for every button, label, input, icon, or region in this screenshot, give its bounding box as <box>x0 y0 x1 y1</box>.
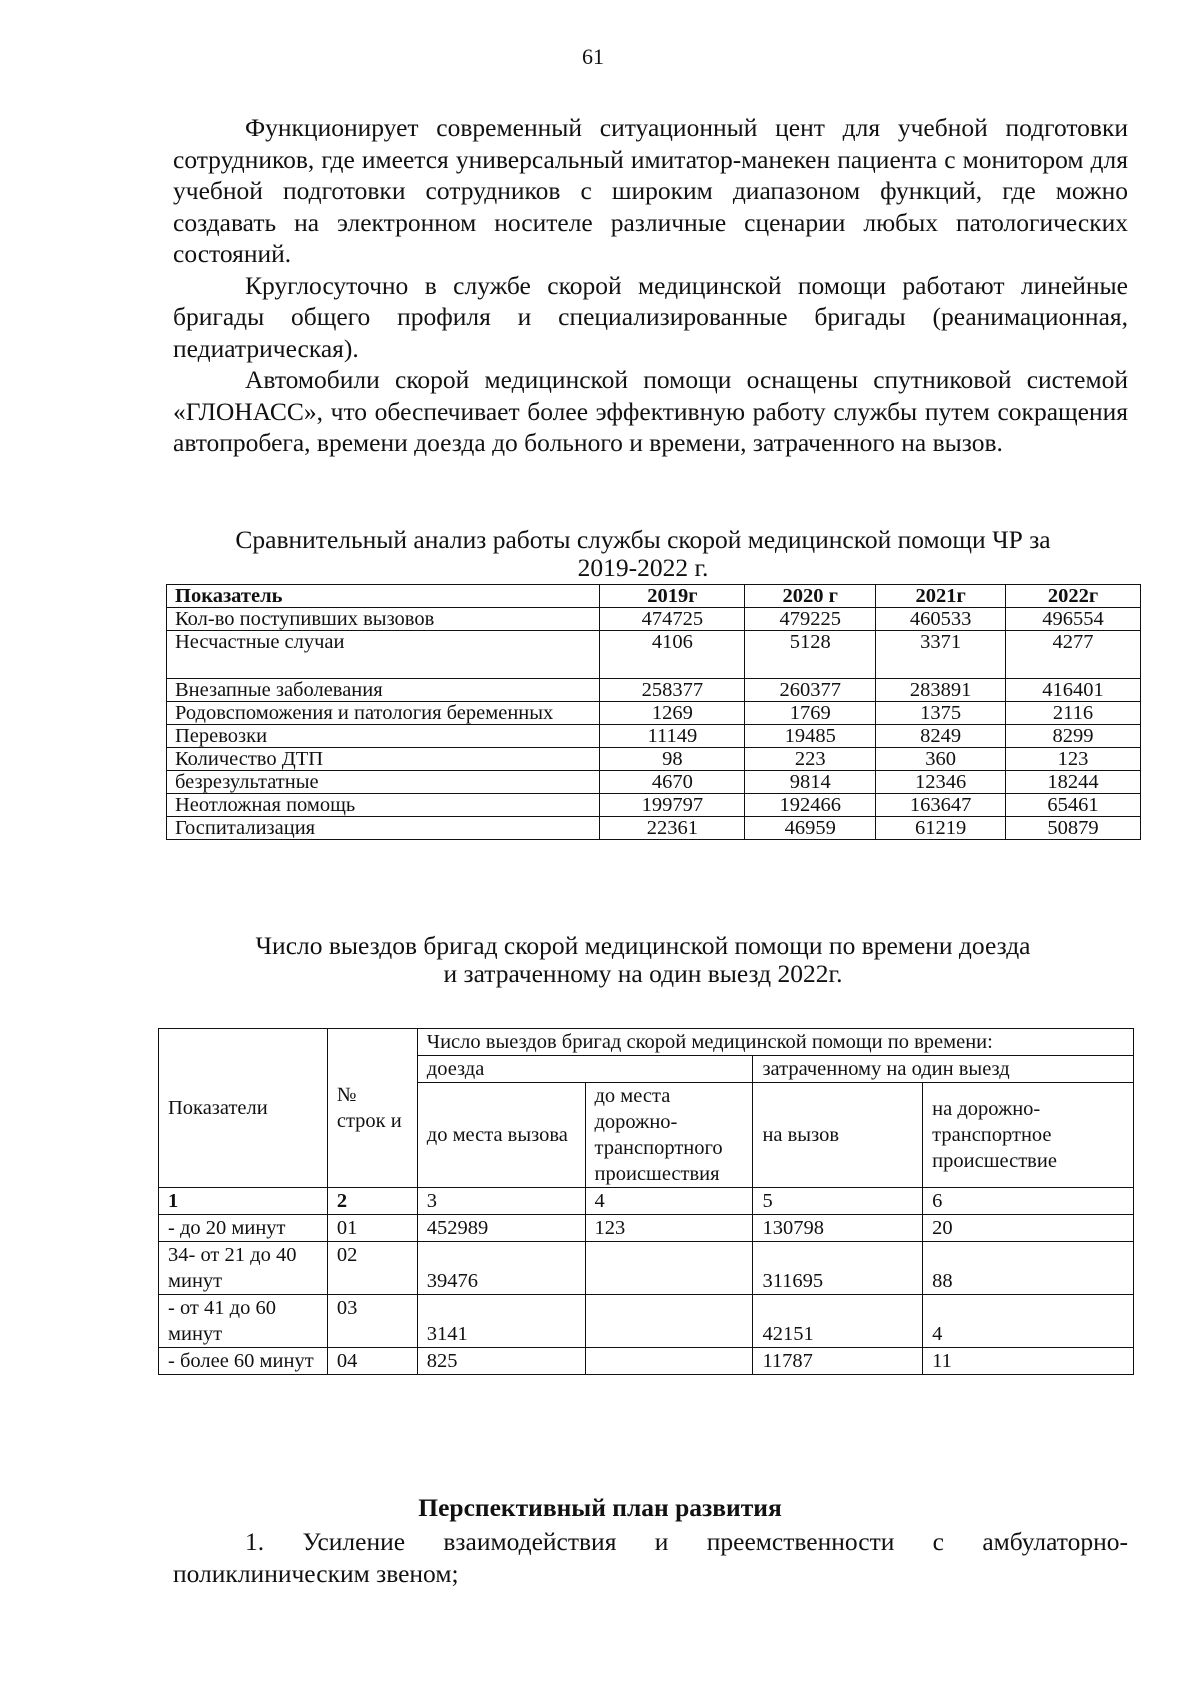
header-spent: затраченному на один выезд <box>753 1056 1134 1083</box>
comparative-analysis-table <box>166 584 1141 840</box>
plan-heading: Перспективный план развития <box>418 1493 782 1522</box>
cell-value: 19485 <box>745 725 876 748</box>
cell-value: 88 <box>923 1242 1134 1295</box>
cell-value: 42151 <box>753 1295 923 1348</box>
row-number: 04 <box>327 1348 417 1375</box>
column-number: 1 <box>159 1188 328 1215</box>
cell-value: 258377 <box>600 679 745 702</box>
plan-list <box>173 1526 1128 1589</box>
table-row <box>167 608 1141 631</box>
column-number: 4 <box>585 1188 753 1215</box>
table1-caption-line2: 2019-2022 г. <box>577 553 709 582</box>
paragraph-brigades: Круглосуточно в службе скорой медицинской помощи работают линейные бригады общего профиля и специализированные бригады (реанимационная, педиатрическая). <box>173 270 1128 363</box>
header-row-main <box>159 1029 1134 1056</box>
table-row <box>159 1242 1134 1295</box>
table-row <box>159 1295 1134 1348</box>
header-row-number: № строк и <box>327 1029 417 1188</box>
cell-value: 11 <box>923 1348 1134 1375</box>
subheader-per-call: на вызов <box>753 1083 923 1188</box>
intro-text <box>173 112 1128 459</box>
header-2021: 2021г <box>876 585 1006 608</box>
cell-value: 8299 <box>1006 725 1141 748</box>
cell-value: 4670 <box>600 771 745 794</box>
cell-value: 11787 <box>753 1348 923 1375</box>
cell-value: 1375 <box>876 702 1006 725</box>
header-2019: 2019г <box>600 585 745 608</box>
cell-value: 5128 <box>745 631 876 679</box>
table2-caption-line2: и затраченному на один выезд 2022г. <box>443 959 843 988</box>
row-number: 02 <box>327 1242 417 1295</box>
cell-value: 479225 <box>745 608 876 631</box>
table-row <box>167 748 1141 771</box>
cell-value: 260377 <box>745 679 876 702</box>
row-label: Госпитализация <box>167 817 600 840</box>
cell-value: 123 <box>585 1215 753 1242</box>
header-2020: 2020 г <box>745 585 876 608</box>
table-row <box>167 679 1141 702</box>
table-row <box>167 702 1141 725</box>
cell-value: 496554 <box>1006 608 1141 631</box>
subheader-per-accident: на дорожно-транспортное происшествие <box>923 1083 1134 1188</box>
cell-value: 223 <box>745 748 876 771</box>
cell-value: 360 <box>876 748 1006 771</box>
row-label: Неотложная помощь <box>167 794 600 817</box>
cell-value: 3371 <box>876 631 1006 679</box>
cell-value: 22361 <box>600 817 745 840</box>
column-number: 6 <box>923 1188 1134 1215</box>
row-number: 01 <box>327 1215 417 1242</box>
cell-value: 1269 <box>600 702 745 725</box>
table-header-row <box>167 585 1141 608</box>
header-main: Число выездов бригад скорой медицинской помощи по времени: <box>417 1029 1133 1056</box>
cell-value: 50879 <box>1006 817 1141 840</box>
subheader-to-accident-site: до места дорожно-транспортного происшествия <box>585 1083 753 1188</box>
table1-caption-line1: Сравнительный анализ работы службы скорой медицинской помощи ЧР за <box>235 525 1051 554</box>
header-arrival: доезда <box>417 1056 753 1083</box>
cell-value: 61219 <box>876 817 1006 840</box>
cell-value: 416401 <box>1006 679 1141 702</box>
cell-value: 20 <box>923 1215 1134 1242</box>
row-label: Внезапные заболевания <box>167 679 600 702</box>
table2-caption <box>150 932 1136 988</box>
table-row <box>167 817 1141 840</box>
cell-value <box>585 1295 753 1348</box>
cell-value: 2116 <box>1006 702 1141 725</box>
paragraph-simulation-center: Функционирует современный ситуационный цент для учебной подготовки сотрудников, где имеется универсальный имитатор-манекен пациента с монитором для учебной подготовки сотрудников с широким диапазоном функций, где можно создавать на электронном носителе различные сценарии любых патологических состояний. <box>173 113 1128 268</box>
row-label: - более 60 минут <box>159 1348 328 1375</box>
column-number-row <box>159 1188 1134 1215</box>
page-number: 61 <box>582 44 604 69</box>
column-number: 2 <box>327 1188 417 1215</box>
cell-value: 460533 <box>876 608 1006 631</box>
cell-value: 18244 <box>1006 771 1141 794</box>
cell-value: 163647 <box>876 794 1006 817</box>
cell-value: 39476 <box>417 1242 585 1295</box>
cell-value: 199797 <box>600 794 745 817</box>
plan-item: 1. Усиление взаимодействия и преемственности с амбулаторно-поликлиническим звеном; <box>173 1527 1128 1588</box>
cell-value: 65461 <box>1006 794 1141 817</box>
table-row <box>167 725 1141 748</box>
cell-value: 130798 <box>753 1215 923 1242</box>
cell-value: 9814 <box>745 771 876 794</box>
paragraph-glonass: Автомобили скорой медицинской помощи оснащены спутниковой системой «ГЛОНАСС», что обеспечивает более эффективную работу службы путем сокращения автопробега, времени доезда до больного и времени, затраченного на вызов. <box>173 365 1128 457</box>
table-row <box>159 1348 1134 1375</box>
response-time-table <box>158 1028 1134 1375</box>
cell-value: 283891 <box>876 679 1006 702</box>
cell-value: 3141 <box>417 1295 585 1348</box>
column-number: 5 <box>753 1188 923 1215</box>
cell-value <box>585 1348 753 1375</box>
row-label: Перевозки <box>167 725 600 748</box>
cell-value: 825 <box>417 1348 585 1375</box>
table1-caption <box>150 526 1136 582</box>
row-label: - до 20 минут <box>159 1215 328 1242</box>
cell-value: 311695 <box>753 1242 923 1295</box>
header-indicator: Показатель <box>167 585 600 608</box>
row-label: 34- от 21 до 40 минут <box>159 1242 328 1295</box>
table2-caption-line1: Число выездов бригад скорой медицинской помощи по времени доезда <box>255 931 1031 960</box>
cell-value: 8249 <box>876 725 1006 748</box>
table-row <box>167 631 1141 679</box>
cell-value: 46959 <box>745 817 876 840</box>
cell-value: 452989 <box>417 1215 585 1242</box>
cell-value: 12346 <box>876 771 1006 794</box>
row-label: Кол-во поступивших вызовов <box>167 608 600 631</box>
header-2022: 2022г <box>1006 585 1141 608</box>
row-label: Родовспоможения и патология беременных <box>167 702 600 725</box>
subheader-to-call-site: до места вызова <box>417 1083 585 1188</box>
cell-value: 474725 <box>600 608 745 631</box>
cell-value: 4106 <box>600 631 745 679</box>
cell-value: 98 <box>600 748 745 771</box>
row-label: Количество ДТП <box>167 748 600 771</box>
cell-value: 11149 <box>600 725 745 748</box>
cell-value: 123 <box>1006 748 1141 771</box>
table-row <box>167 794 1141 817</box>
cell-value <box>585 1242 753 1295</box>
table-row <box>167 771 1141 794</box>
header-indicators: Показатели <box>159 1029 328 1188</box>
cell-value: 192466 <box>745 794 876 817</box>
row-label: - от 41 до 60 минут <box>159 1295 328 1348</box>
table-row <box>159 1215 1134 1242</box>
cell-value: 4277 <box>1006 631 1141 679</box>
cell-value: 1769 <box>745 702 876 725</box>
row-label: Несчастные случаи <box>167 631 600 679</box>
cell-value: 4 <box>923 1295 1134 1348</box>
row-number: 03 <box>327 1295 417 1348</box>
column-number: 3 <box>417 1188 585 1215</box>
row-label: безрезультатные <box>167 771 600 794</box>
